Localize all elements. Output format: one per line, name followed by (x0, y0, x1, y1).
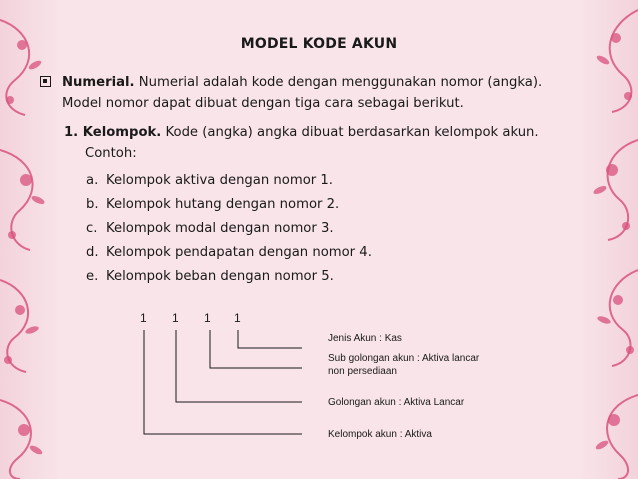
code-digit-2: 1 (172, 311, 179, 325)
list-item-letter: b. (86, 197, 99, 212)
numerial-text-line1: Numerial adalah kode dengan menggunakan nomor (angka). (134, 75, 543, 90)
list-item-letter: d. (86, 245, 99, 260)
kelompok-text-line1: Kode (angka) angka dibuat berdasarkan kelompok akun. (161, 125, 539, 140)
list-item-letter: c. (86, 221, 98, 236)
list-item-text: Kelompok aktiva dengan nomor 1. (106, 173, 333, 188)
list-item-text: Kelompok hutang dengan nomor 2. (106, 197, 340, 212)
code-digit-3: 1 (204, 311, 211, 325)
list-item-letter: a. (86, 173, 99, 188)
kelompok-label: 1. Kelompok. (64, 125, 162, 140)
label-kelompok-akun: Kelompok akun : Aktiva (328, 429, 432, 440)
code-digit-1: 1 (140, 311, 147, 325)
connector-line-golongan (176, 330, 302, 402)
numerial-label: Numerial. (62, 75, 135, 90)
connector-line-kelompok (144, 330, 302, 434)
connector-line-jenis (238, 330, 302, 348)
list-item-text: Kelompok pendapatan dengan nomor 4. (106, 245, 372, 260)
label-sub-golongan-cont: non persediaan (328, 366, 397, 377)
numerial-text-line2: Model nomor dapat dibuat dengan tiga cara sebagai berikut. (62, 96, 464, 111)
code-digit-4: 1 (234, 311, 241, 325)
list-item-text: Kelompok modal dengan nomor 3. (106, 221, 334, 236)
connector-line-sub-golongan (210, 330, 302, 368)
kelompok-text-line2: Contoh: (85, 146, 137, 161)
list-item-letter: e. (86, 269, 99, 284)
label-sub-golongan: Sub golongan akun : Aktiva lancar (328, 353, 480, 364)
list-item-text: Kelompok beban dengan nomor 5. (106, 269, 334, 284)
label-golongan-akun: Golongan akun : Aktiva Lancar (328, 397, 465, 408)
label-jenis-akun: Jenis Akun : Kas (328, 333, 402, 344)
slide-title: MODEL KODE AKUN (240, 36, 398, 52)
